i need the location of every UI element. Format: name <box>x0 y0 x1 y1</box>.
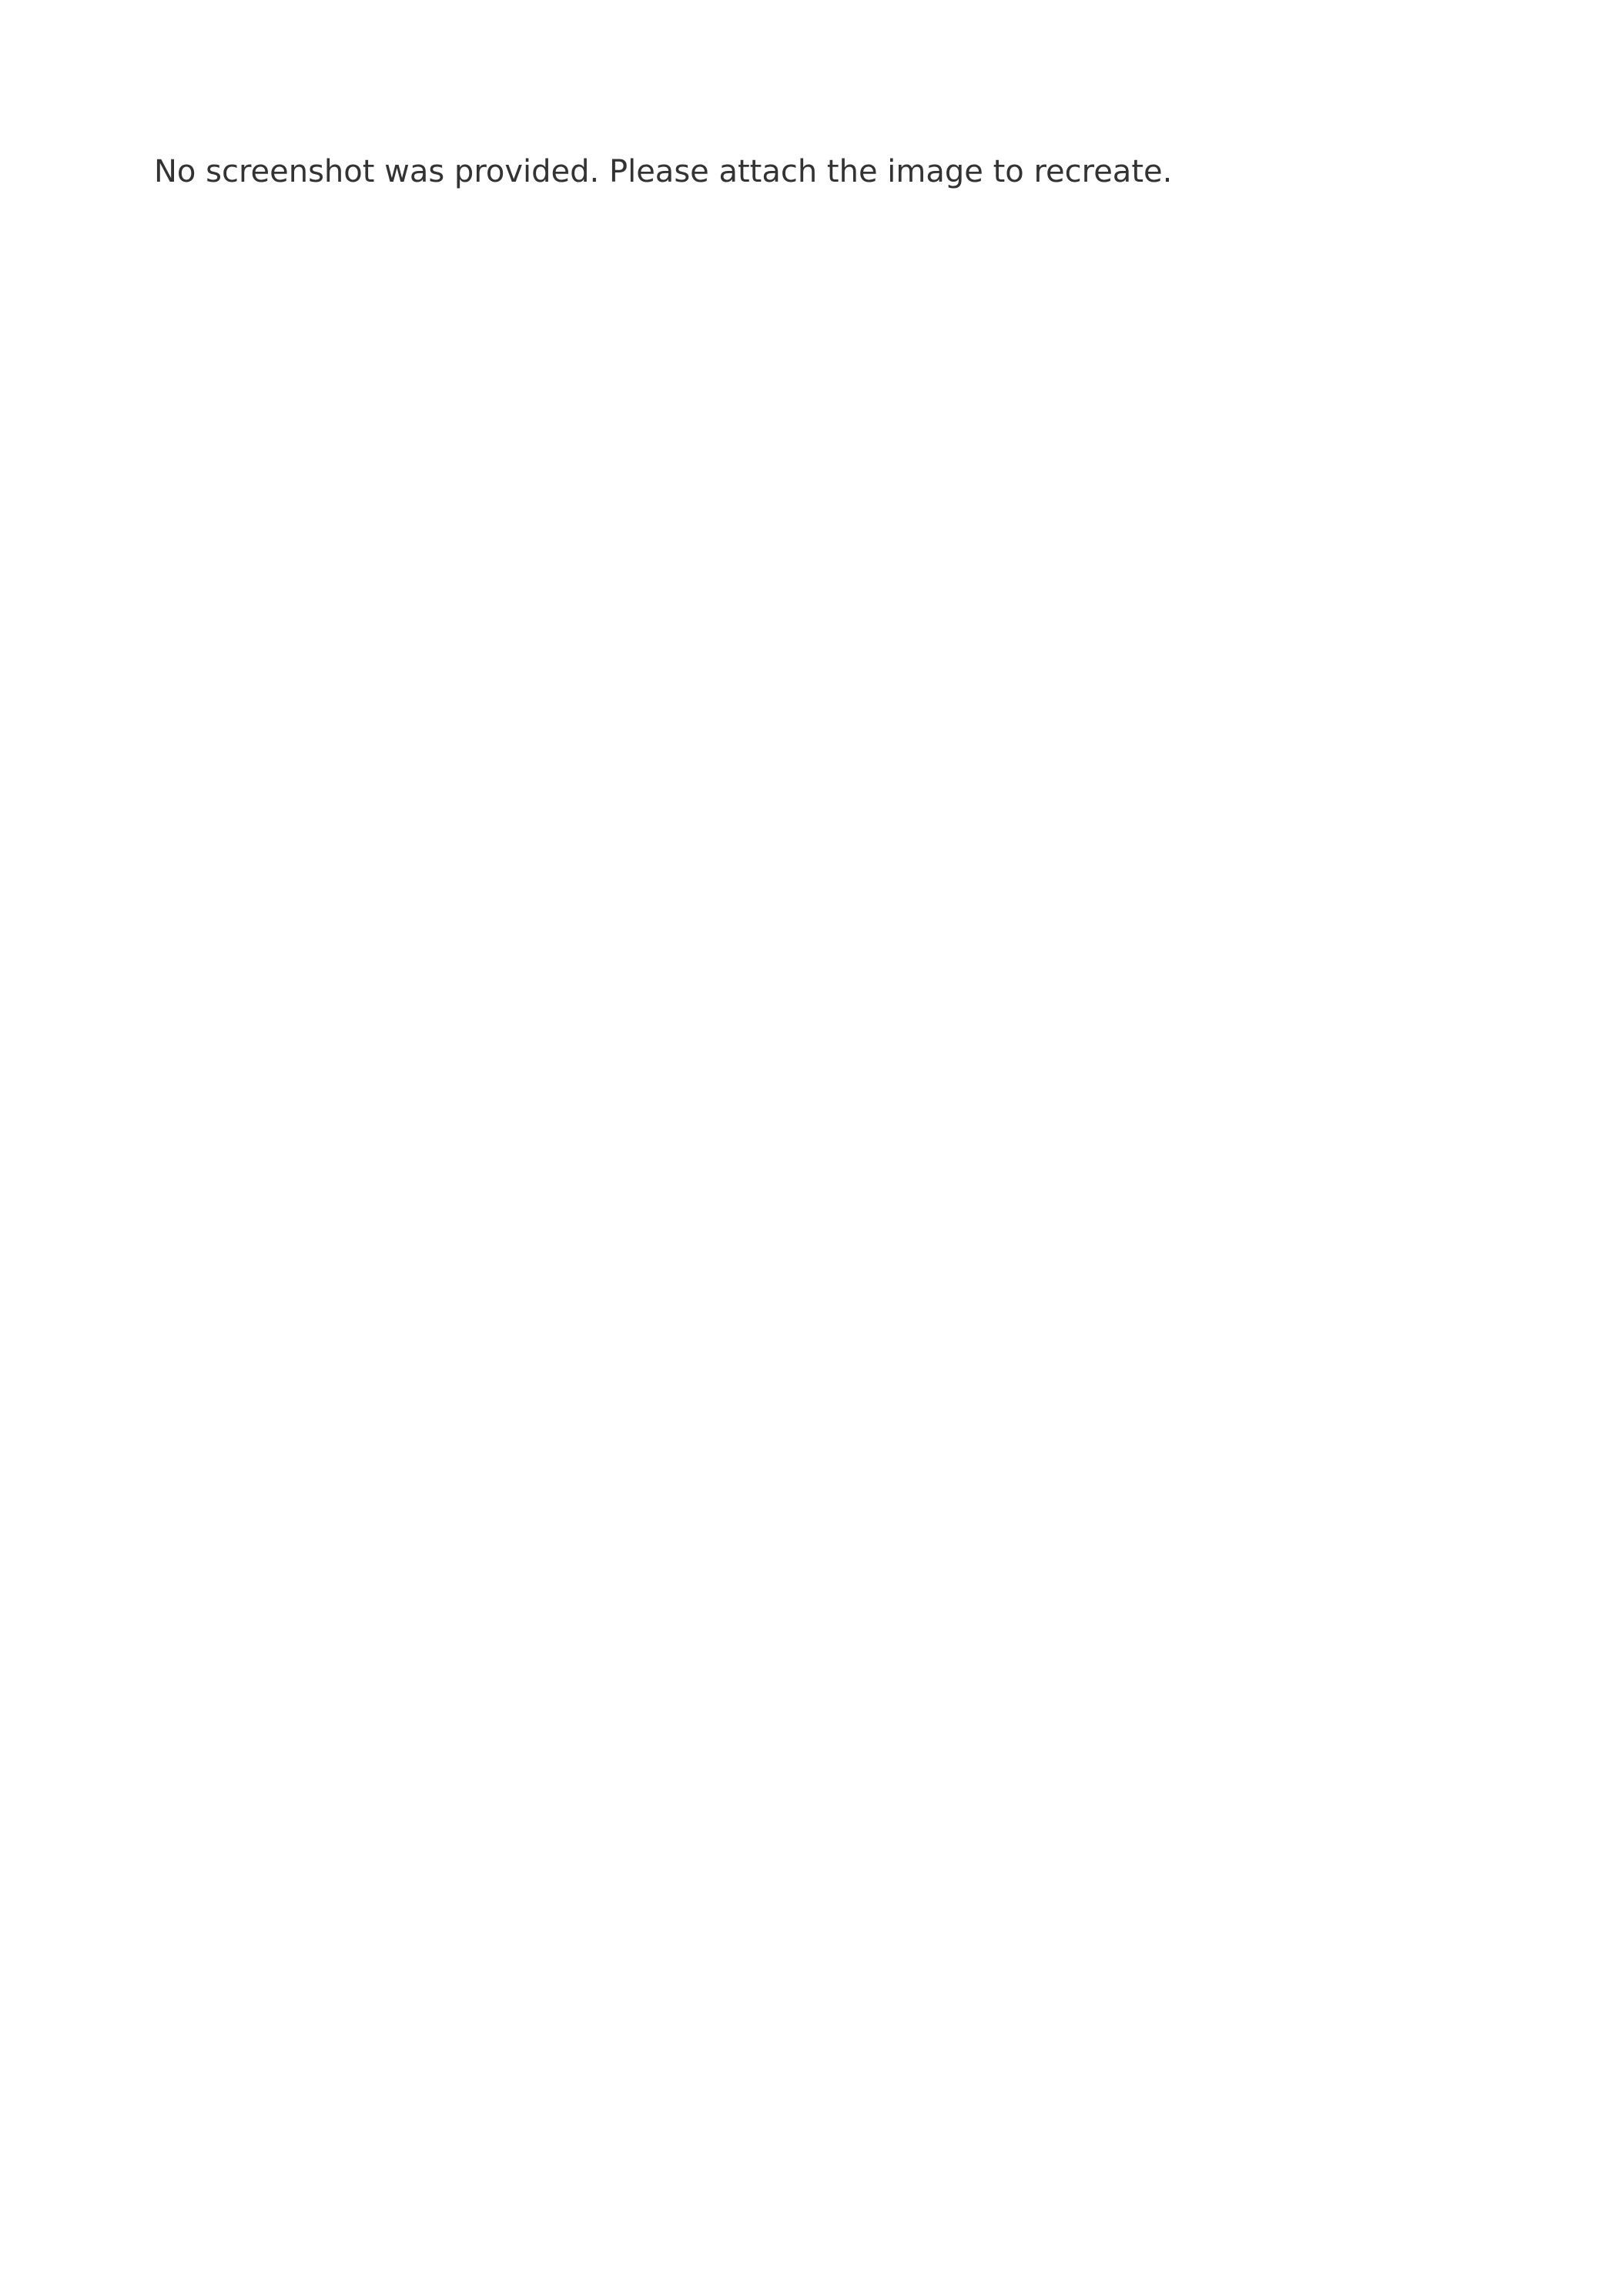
notice: No screenshot was provided. Please attach the image to recreate. <box>154 154 1173 189</box>
